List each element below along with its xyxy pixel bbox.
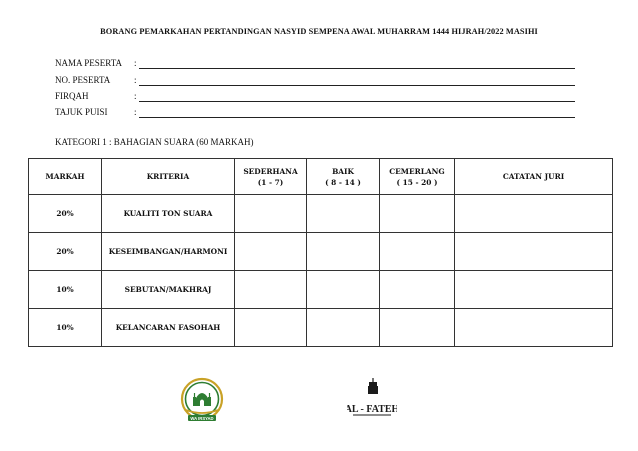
field-label: TAJUK PUISI [55,107,108,117]
field-label: NO. PESERTA [55,75,111,85]
header-sederhana-range: (1 - 7) [257,177,284,187]
document-title: BORANG PEMARKAHAN PERTANDINGAN NASYID SEMPENA AWAL MUHARRAM 1444 HIJRAH/2022 MASIHI [100,27,538,36]
cell-sederhana-input[interactable] [235,195,307,233]
header-cemerlang-label: CEMERLANG [389,166,445,176]
field-input-line[interactable] [139,85,575,86]
field-input-line[interactable] [139,101,575,102]
wa-irsyad-caption: WA IRSYAD [190,415,214,421]
category-heading: KATEGORI 1 : BAHAGIAN SUARA (60 MARKAH) [55,137,254,147]
field-input-line[interactable] [139,68,575,69]
cell-catatan-input[interactable] [455,271,613,309]
header-baik-label: BAIK [332,166,354,176]
cell-kriteria: KUALITI TON SUARA [102,195,235,233]
field-colon: : [134,75,137,85]
field-colon: : [134,58,137,68]
cell-cemerlang-input[interactable] [380,309,455,347]
field-label: FIRQAH [55,91,89,101]
cell-kriteria: KELANCARAN FASOHAH [102,309,235,347]
cell-cemerlang-input[interactable] [380,271,455,309]
cell-baik-input[interactable] [307,195,380,233]
table-row [29,195,613,233]
al-fateh-logo-icon [347,376,397,424]
field-nama-peserta[interactable] [55,58,575,70]
field-no-peserta[interactable] [55,75,575,87]
cell-kriteria: KESEIMBANGAN/HARMONI [102,233,235,271]
table-row [29,309,613,347]
cell-catatan-input[interactable] [455,233,613,271]
cell-sederhana-input[interactable] [235,233,307,271]
header-cemerlang [380,159,455,195]
cell-cemerlang-input[interactable] [380,195,455,233]
header-kriteria: KRITERIA [102,159,235,195]
cell-catatan-input[interactable] [455,309,613,347]
cell-markah: 20% [29,233,102,271]
cell-sederhana-input[interactable] [235,271,307,309]
wa-irsyad-logo [174,376,230,424]
cell-markah: 20% [29,195,102,233]
cell-baik-input[interactable] [307,271,380,309]
cell-catatan-input[interactable] [455,195,613,233]
header-cemerlang-range: ( 15 - 20 ) [396,177,438,187]
header-baik-range: ( 8 - 14 ) [325,177,361,187]
field-tajuk-puisi[interactable] [55,107,575,119]
cell-markah: 10% [29,309,102,347]
header-baik [307,159,380,195]
table-header-row [29,159,613,195]
cell-baik-input[interactable] [307,309,380,347]
field-label: NAMA PESERTA [55,58,122,68]
cell-kriteria: SEBUTAN/MAKHRAJ [102,271,235,309]
cell-markah: 10% [29,271,102,309]
header-catatan-juri: CATATAN JURI [455,159,613,195]
field-input-line[interactable] [139,117,575,118]
header-sederhana-label: SEDERHANA [243,166,298,176]
cell-sederhana-input[interactable] [235,309,307,347]
field-colon: : [134,107,137,117]
field-colon: : [134,91,137,101]
al-fateh-text: AL - FATEH [347,404,397,415]
table-row [29,233,613,271]
field-firqah[interactable] [55,91,575,103]
cell-baik-input[interactable] [307,233,380,271]
score-table [28,158,613,347]
cell-cemerlang-input[interactable] [380,233,455,271]
header-markah: MARKAH [29,159,102,195]
al-fateh-logo [347,376,397,424]
wa-irsyad-logo-icon [174,376,230,424]
header-sederhana [235,159,307,195]
table-row [29,271,613,309]
